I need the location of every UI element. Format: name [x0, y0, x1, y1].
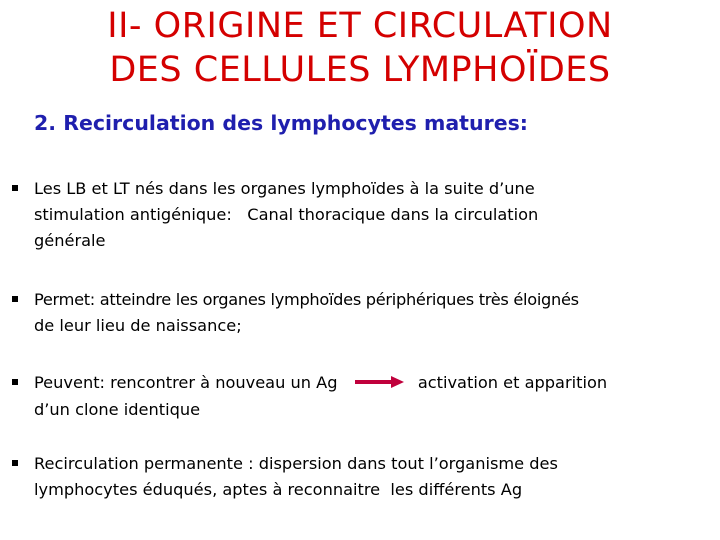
bullet-text-3: [34, 370, 712, 423]
title-line-2: DES CELLULES LYMPHOÏDES: [109, 50, 611, 90]
square-bullet-icon: [12, 185, 18, 191]
title-line-1: II- ORIGINE ET CIRCULATION: [107, 6, 613, 46]
bullet-text-1: [34, 176, 712, 254]
right-arrow-icon: [353, 371, 405, 397]
bullet-text-4: [34, 451, 712, 503]
slide-title: [0, 4, 720, 92]
bullet-3-line-1: [34, 370, 712, 397]
square-bullet-icon: [12, 379, 18, 385]
square-bullet-icon: [12, 296, 18, 302]
bullet-2-line-2: de leur lieu de naissance;: [34, 316, 242, 335]
bullet-item-4: [12, 451, 712, 503]
square-bullet-icon: [12, 460, 18, 466]
bullet-text-2: [34, 287, 712, 339]
bullet-4-line-1: Recirculation permanente : dispersion dans tout l’organisme des: [34, 454, 558, 473]
slide-subtitle: 2. Recirculation des lymphocytes matures:: [34, 111, 528, 135]
bullet-3-before-arrow: Peuvent: rencontrer à nouveau un Ag: [34, 373, 338, 392]
bullet-3-line-2: d’un clone identique: [34, 399, 201, 419]
bullet-1-line-1: Les LB et LT nés dans les organes lymphoïdes à la suite d’une: [34, 179, 535, 198]
bullet-item-1: [12, 176, 712, 254]
bullet-4-line-2: lymphocytes éduqués, aptes à reconnaitre les différents Ag: [34, 480, 523, 499]
bullet-item-2: [12, 287, 712, 339]
bullet-2-line-1: Permet: atteindre les organes lymphoïdes périphériques très éloignés: [34, 290, 579, 309]
bullet-3-after-arrow: activation et apparition: [417, 373, 608, 392]
bullet-1-line-3: générale: [34, 231, 106, 250]
bullet-1-line-2: stimulation antigénique: Canal thoracique dans la circulation: [34, 205, 539, 224]
bullet-item-3: [12, 370, 712, 423]
